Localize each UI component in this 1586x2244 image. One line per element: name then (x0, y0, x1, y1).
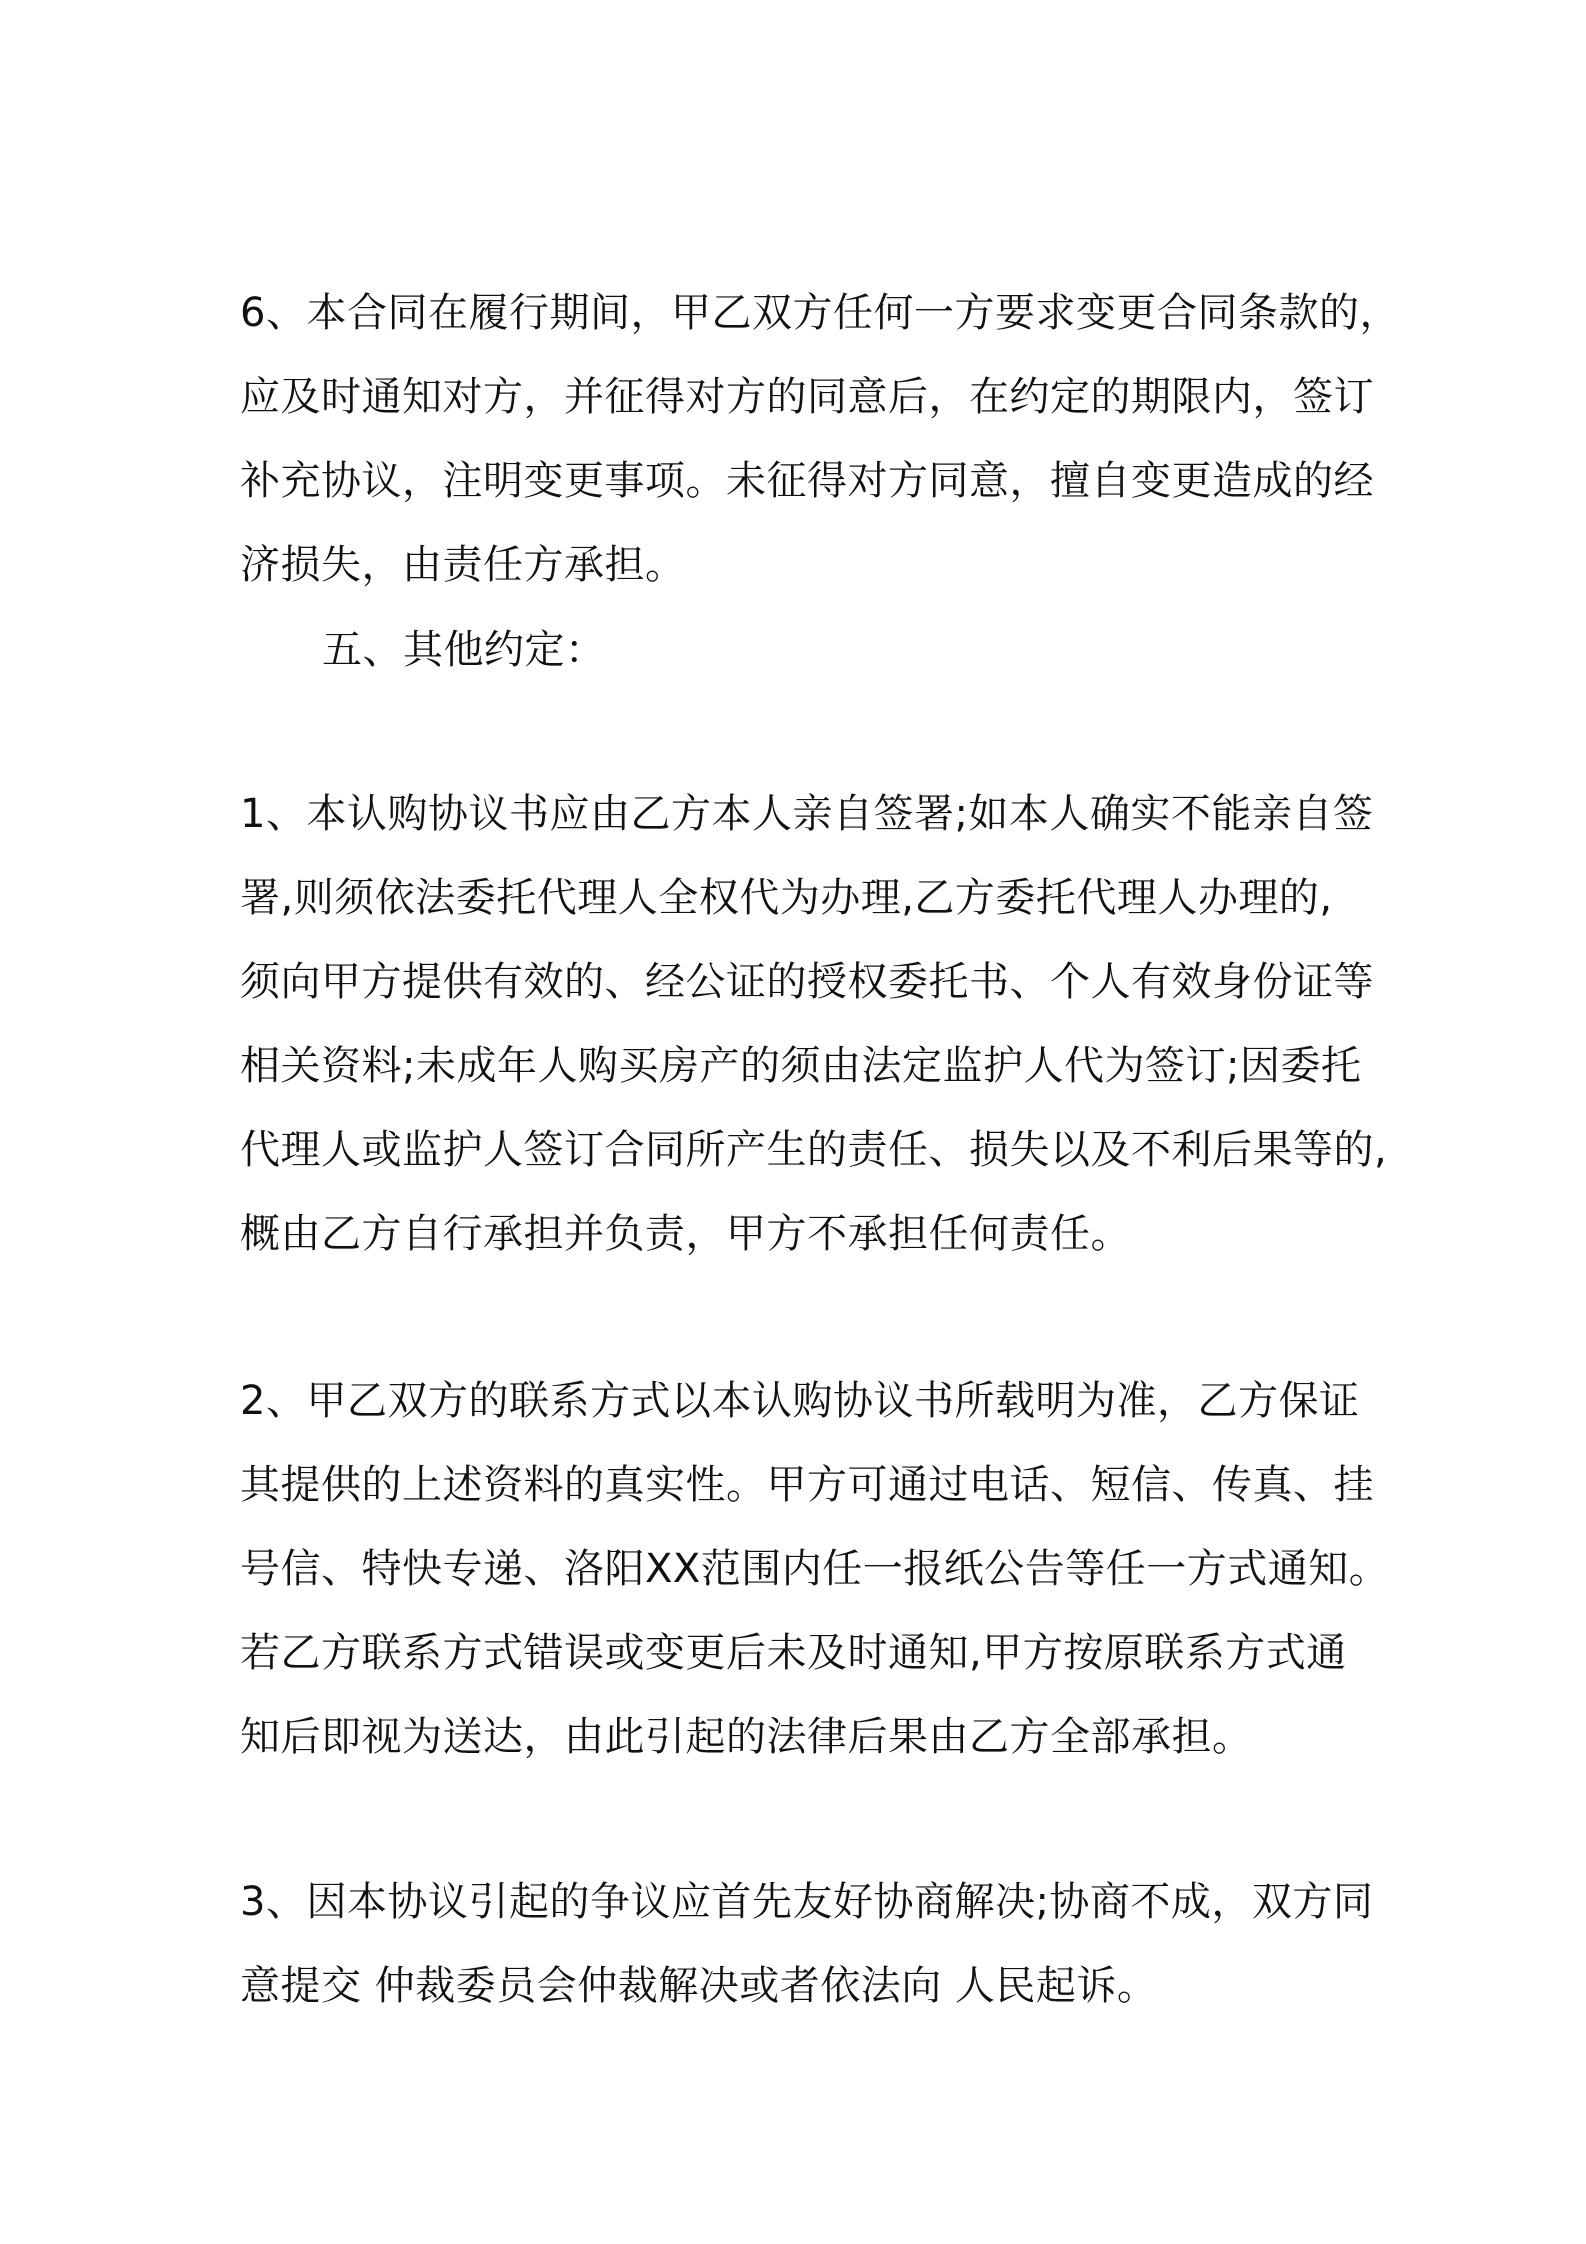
clause6-line: 济损失，由责任方承担。 (240, 542, 686, 588)
item1-line: 1、本认购协议书应由乙方本人亲自签署;如本人确实不能亲自签 (240, 791, 1374, 837)
item2-line: 号信、特快专递、洛阳XX范围内任一报纸公告等任一方式通知。 (240, 1546, 1390, 1592)
item3-line: 3、因本协议引起的争议应首先友好协商解决;协商不成，双方同 (240, 1879, 1374, 1925)
item2-line: 其提供的上述资料的真实性。甲方可通过电话、短信、传真、挂 (240, 1462, 1374, 1508)
item1-line: 署,则须依法委托代理人全权代为办理,乙方委托代理人办理的, (240, 875, 1333, 921)
item2-line: 若乙方联系方式错误或变更后未及时通知,甲方按原联系方式通 (240, 1630, 1347, 1676)
clause6-line: 应及时通知对方，并征得对方的同意后，在约定的期限内，签订 (240, 374, 1374, 420)
item2-line: 知后即视为送达，由此引起的法律后果由乙方全部承担。 (240, 1714, 1253, 1760)
item2-line: 2、甲乙双方的联系方式以本认购协议书所载明为准，乙方保证 (240, 1378, 1360, 1424)
item1-line: 相关资料;未成年人购买房产的须由法定监护人代为签订;因委托 (240, 1043, 1362, 1089)
item1-line: 代理人或监护人签订合同所产生的责任、损失以及不利后果等的, (240, 1127, 1388, 1173)
item1-line: 概由乙方自行承担并负责，甲方不承担任何责任。 (240, 1211, 1131, 1257)
clause6-line: 补充协议，注明变更事项。未征得对方同意，擅自变更造成的经 (240, 458, 1374, 504)
section-heading: 五、其他约定： (322, 627, 606, 673)
item1-line: 须向甲方提供有效的、经公证的授权委托书、个人有效身份证等 (240, 959, 1374, 1005)
item3-line: 意提交 仲裁委员会仲裁解决或者依法向 人民起诉。 (240, 1963, 1158, 2009)
clause6-line: 6、本合同在履行期间，甲乙双方任何一方要求变更合同条款的， (240, 290, 1400, 336)
